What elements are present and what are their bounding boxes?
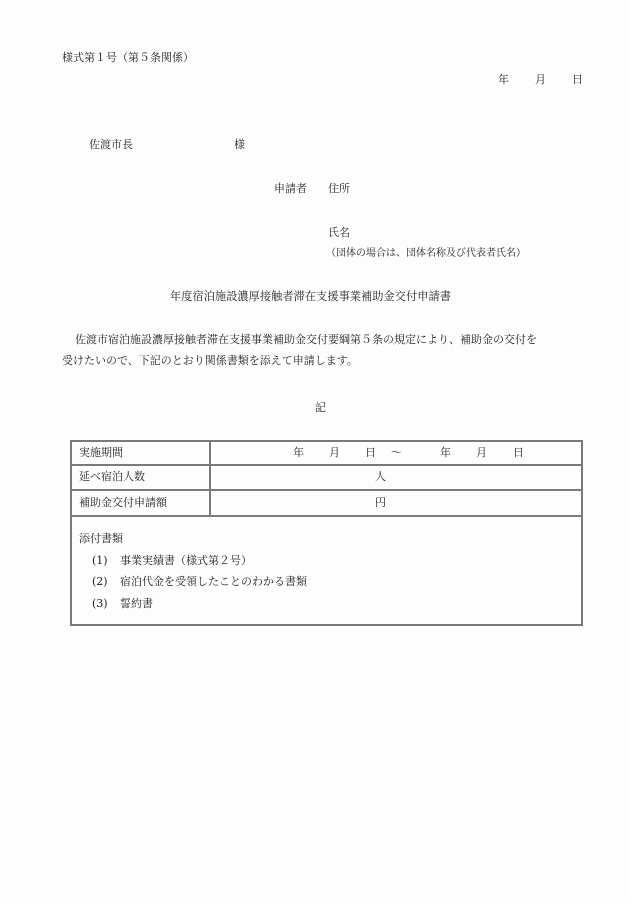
table-row-amount	[72, 491, 581, 517]
attachment-text: 宿泊代金を受領したことのわかる書類	[120, 575, 307, 588]
period-end-day: 日	[513, 446, 524, 459]
date-day-label: 日	[572, 73, 583, 86]
addressee-name: 佐渡市長	[89, 138, 133, 151]
application-table	[70, 440, 583, 626]
period-end-month: 月	[476, 446, 487, 459]
attachments-section	[72, 517, 581, 624]
attachment-number: (2)	[92, 575, 108, 588]
nights-value	[211, 466, 581, 489]
attachment-number: (3)	[92, 597, 108, 610]
nights-label: 延べ宿泊人数	[72, 466, 211, 489]
date-year-label: 年	[498, 73, 509, 86]
amount-label: 補助金交付申請額	[72, 491, 211, 515]
address-label: 住所	[328, 182, 350, 195]
addressee-honorific: 様	[234, 138, 245, 151]
table-row-nights	[72, 466, 581, 491]
applicant-label: 申請者	[274, 182, 307, 195]
period-end-year: 年	[440, 446, 451, 459]
attachments-heading: 添付書類	[79, 532, 123, 545]
attachment-text: 誓約書	[120, 597, 153, 610]
period-start-day: 日	[365, 446, 376, 459]
period-value	[211, 442, 581, 464]
date-month-label: 月	[535, 73, 546, 86]
amount-value	[211, 491, 581, 515]
period-start-year: 年	[293, 446, 304, 459]
body-text-line-2: 受けたいので、下記のとおり関係書類を添えて申請します。	[62, 354, 358, 367]
name-label: 氏名	[328, 226, 350, 239]
period-label: 実施期間	[72, 442, 211, 464]
period-start-month: 月	[329, 446, 340, 459]
nights-unit: 人	[375, 470, 386, 483]
attachment-number: (1)	[92, 554, 108, 567]
name-note: （団体の場合は、団体名称及び代表者氏名）	[326, 248, 526, 259]
body-text-line-1: 佐渡市宿泊施設濃厚接触者滞在支援事業補助金交付要綱第５条の規定により、補助金の交付を	[75, 333, 537, 346]
amount-unit: 円	[375, 496, 386, 509]
attachment-text: 事業実績書（様式第２号）	[120, 554, 252, 567]
document-title: 年度宿泊施設濃厚接触者滞在支援事業補助金交付申請書	[170, 290, 451, 303]
table-row-period	[72, 442, 581, 466]
ki-heading: 記	[315, 401, 326, 414]
form-number: 様式第１号（第５条関係）	[62, 51, 194, 64]
period-tilde: ～	[391, 446, 402, 459]
